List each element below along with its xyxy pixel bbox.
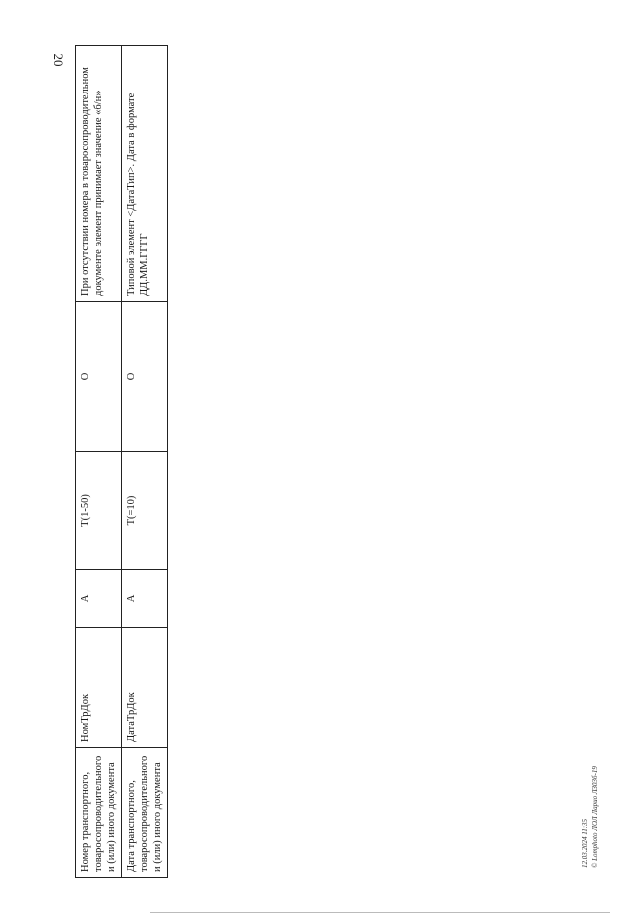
element-note-cell: Типовой элемент <ДатаТип>. Дата в формате ДД.ММ.ГГГГ: [122, 46, 168, 302]
element-format-cell: Т(1-50): [76, 452, 122, 570]
page-number: 20: [51, 53, 66, 67]
element-type-cell: А: [122, 570, 168, 628]
rotated-table-frame: [75, 46, 167, 878]
table-row: [122, 46, 168, 878]
element-required-cell: О: [76, 302, 122, 452]
element-type-cell: А: [76, 570, 122, 628]
stamp-timestamp: 12.03.2024 11:35: [581, 818, 589, 868]
table-row: [76, 46, 122, 878]
element-format-cell: Т(=10): [122, 452, 168, 570]
element-name-cell: Номер транспортного, товаросопроводительного и (или) иного документа: [76, 748, 122, 878]
element-required-cell: О: [122, 302, 168, 452]
bottom-divider: [150, 912, 610, 913]
document-stamp: [580, 740, 610, 868]
stamp-credit: © Lomphoto ЛОЛ Ларио ЛЗ03б-19: [591, 766, 599, 868]
element-code-cell: НомТрДок: [76, 628, 122, 748]
element-note-cell: При отсутствии номера в товаросопроводительном документе элемент принимает значение «б/н»: [76, 46, 122, 302]
elements-table: [75, 45, 168, 878]
element-name-cell: Дата транспортного, товаросопроводительного и (или) иного документа: [122, 748, 168, 878]
element-code-cell: ДатаТрДок: [122, 628, 168, 748]
